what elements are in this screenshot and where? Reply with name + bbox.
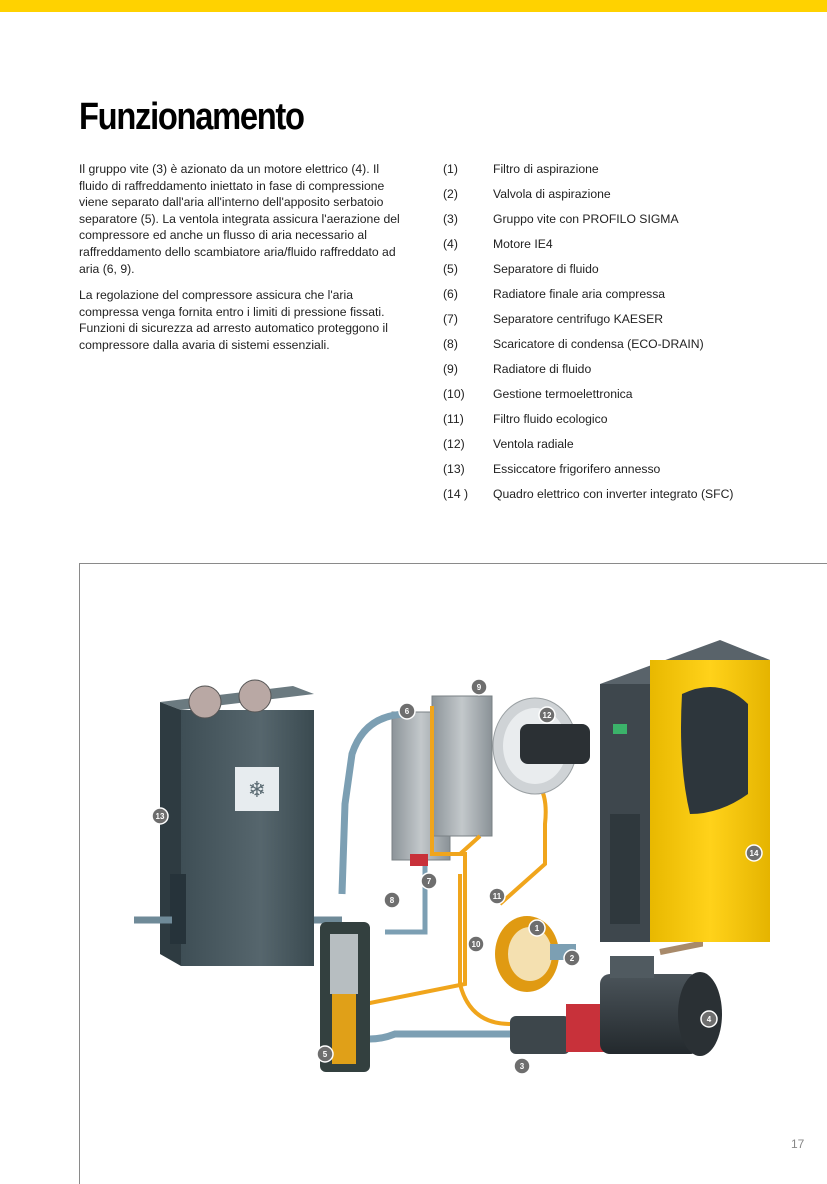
parts-list-item [443,310,733,335]
part-label: Radiatore di fluido [493,362,592,376]
control-cabinet [600,640,770,942]
parts-list [443,160,733,510]
marker-7 [421,873,437,889]
part-label: Essiccatore frigorifero annesso [493,462,661,476]
part-label: Separatore centrifugo KAESER [493,312,664,326]
marker-10 [468,936,484,952]
part-label: Ventola radiale [493,437,574,451]
intro-text [79,161,407,364]
parts-list-item [443,485,733,510]
part-label: Separatore di fluido [493,262,599,276]
parts-list-item [443,385,733,410]
svg-text:9: 9 [476,683,482,692]
part-label: Quadro elettrico con inverter integrato (SFC) [493,487,734,501]
marker-8 [384,892,400,908]
marker-1 [529,920,545,936]
part-number: (6) [443,287,458,301]
marker-6 [399,703,415,719]
marker-4 [701,1011,717,1027]
parts-list-item [443,210,733,235]
part-number: (3) [443,212,458,226]
svg-text:5: 5 [322,1050,328,1059]
svg-text:7: 7 [426,877,432,886]
parts-list-item [443,360,733,385]
part-number: (8) [443,337,458,351]
part-label: Gestione termoelettronica [493,387,633,401]
part-label: Filtro fluido ecologico [493,412,608,426]
svg-text:13: 13 [155,812,165,821]
svg-text:3: 3 [519,1062,525,1071]
part-number: (4) [443,237,458,251]
svg-text:1: 1 [534,924,540,933]
marker-14 [746,845,762,861]
compressor-illustration [80,564,827,1184]
part-number: (14 ) [443,487,469,501]
parts-list-item [443,185,733,210]
svg-text:10: 10 [471,940,481,949]
top-accent-bar [0,0,827,12]
part-label: Motore IE4 [493,237,553,251]
part-number: (12) [443,437,465,451]
part-number: (7) [443,312,458,326]
parts-list-item [443,235,733,260]
marker-2 [564,950,580,966]
part-number: (9) [443,362,458,376]
svg-text:2: 2 [569,954,575,963]
parts-list-item [443,260,733,285]
compressor-diagram [79,563,827,1184]
svg-text:4: 4 [706,1015,712,1024]
part-number: (2) [443,187,458,201]
intro-paragraph-2: La regolazione del compressore assicura che l'aria compressa venga fornita entro i limiti di pressione fissati. Funzioni di sicurezza ad arresto automatico proteggono il compressore dalla avaria di sistemi essenziali. [79,288,388,352]
svg-text:6: 6 [404,707,410,716]
part-number: (13) [443,462,465,476]
svg-text:12: 12 [542,711,552,720]
parts-list-item [443,435,733,460]
svg-text:14: 14 [749,849,759,858]
marker-3 [514,1058,530,1074]
part-label: Gruppo vite con PROFILO SIGMA [493,212,679,226]
parts-list-item [443,410,733,435]
parts-list-item [443,285,733,310]
part-label: Filtro di aspirazione [493,162,599,176]
marker-11 [489,888,505,904]
part-number: (10) [443,387,465,401]
page-title: Funzionamento [79,96,304,138]
marker-13 [152,808,168,824]
parts-list-item [443,160,733,185]
parts-list-item [443,460,733,485]
svg-text:11: 11 [492,892,502,901]
page-number: 17 [791,1137,805,1151]
svg-text:❄: ❄ [247,778,267,803]
intro-paragraph-1: Il gruppo vite (3) è azionato da un motore elettrico (4). Il fluido di raffreddamento iniettato in fase di compressione viene separato dall'aria all'interno dell'apposito serbatoio separatore (5). La ventola integrata assicura l'aerazione del compressore ed anche un flusso di aria necessario al raffreddamento dello scambiatore aria/fluido raffreddato ad aria (6, 9). [79,162,400,276]
marker-9 [471,679,487,695]
part-number: (5) [443,262,458,276]
part-label: Radiatore finale aria compressa [493,287,666,301]
part-label: Valvola di aspirazione [493,187,611,201]
part-number: (1) [443,162,458,176]
part-number: (11) [443,412,464,426]
svg-text:8: 8 [389,896,395,905]
part-label: Scaricatore di condensa (ECO-DRAIN) [493,337,704,351]
marker-12 [539,707,555,723]
marker-5 [317,1046,333,1062]
parts-list-item [443,335,733,360]
